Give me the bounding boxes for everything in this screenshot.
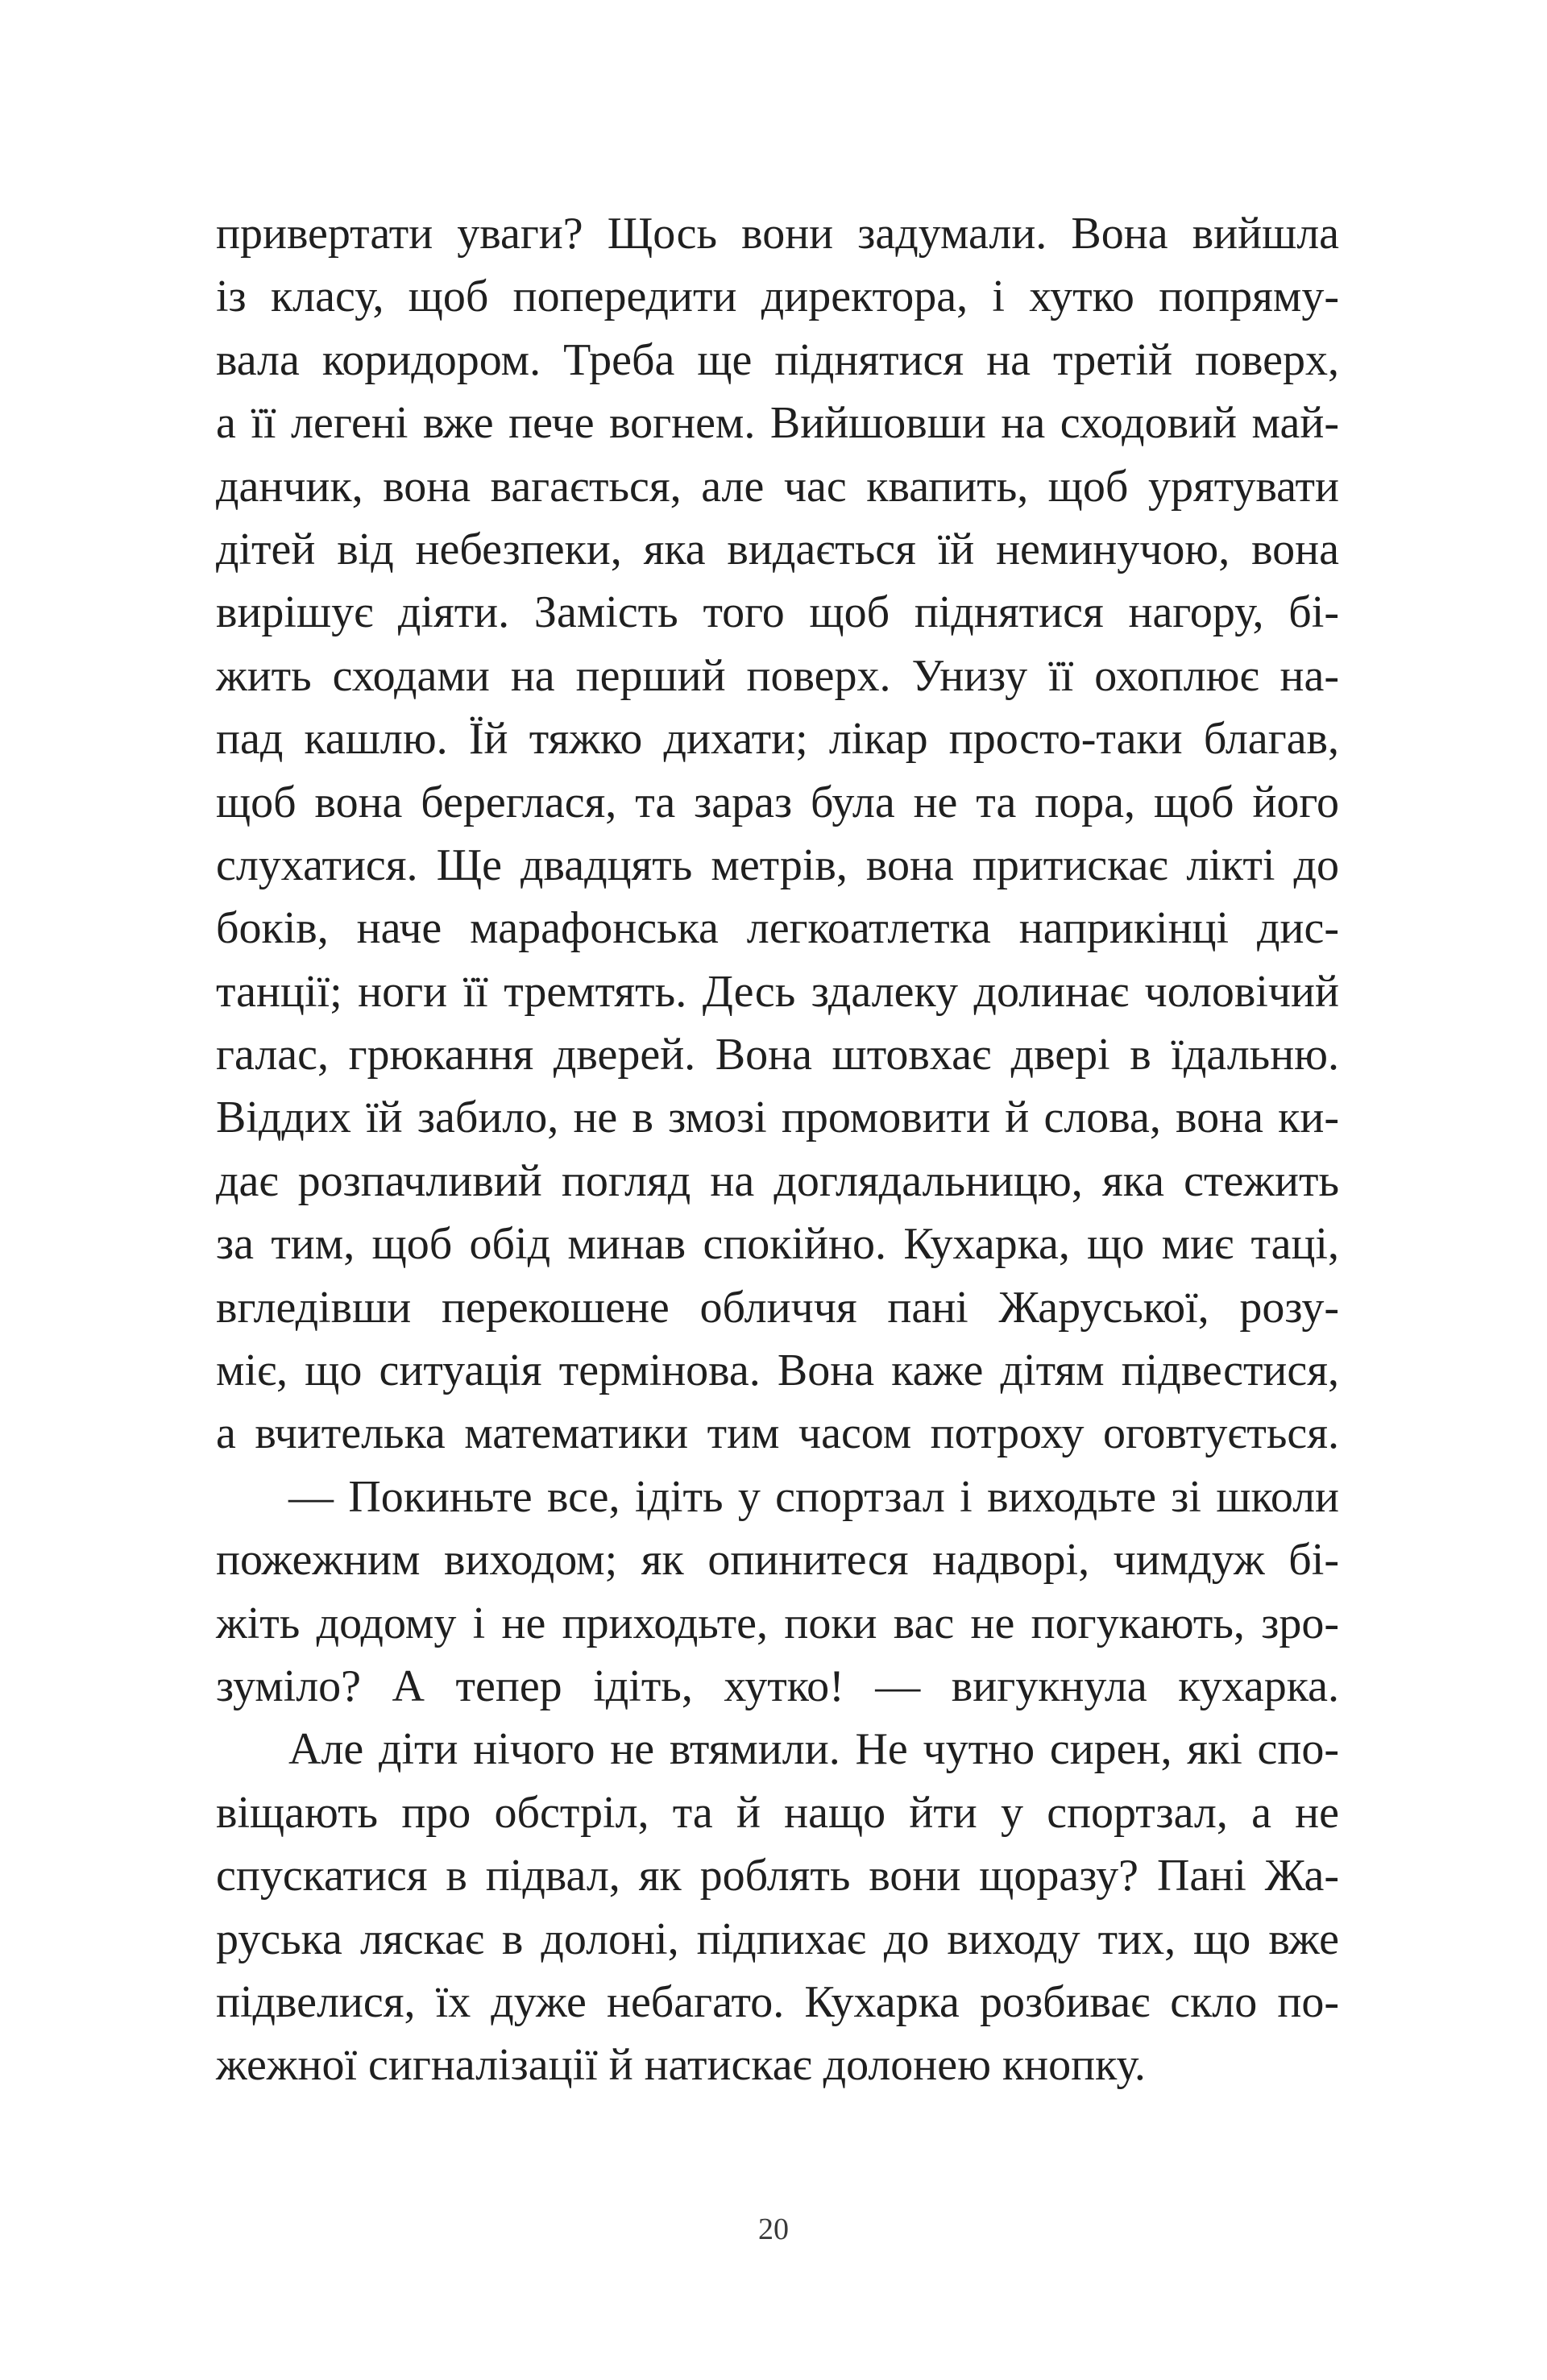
text-line: жіть додому і не приходьте, поки вас не погукають, зро- [216, 1598, 1339, 1648]
text-line: вала коридором. Треба ще піднятися на третій поверх, [216, 334, 1339, 385]
text-line: за тим, щоб обід минав спокійно. Кухарка, що миє таці, [216, 1219, 1339, 1270]
text-line: слухатися. Ще двадцять метрів, вона притискає лікті до [216, 840, 1339, 890]
text-line: вгледівши перекошене обличчя пані Жаруської, розу- [216, 1282, 1339, 1333]
text-line: вирішує діяти. Замість того щоб піднятися нагору, бі- [216, 587, 1339, 638]
text-line: віщають про обстріл, та й нащо йти у спортзал, а не [216, 1787, 1339, 1838]
text-line: підвелися, їх дуже небагато. Кухарка розбиває скло по- [216, 1976, 1339, 2027]
text-line: привертати уваги? Щось вони задумали. Вона вийшла [216, 209, 1339, 259]
text-line: міє, що ситуація термінова. Вона каже дітям підвестися, [216, 1345, 1339, 1396]
text-line: щоб вона береглася, та зараз була не та пора, щоб його [216, 777, 1339, 827]
text-line: жить сходами на перший поверх. Унизу її охоплює на- [216, 650, 1339, 701]
text-line: руська ляскає в долоні, підпихає до виходу тих, що вже [216, 1914, 1339, 1964]
text-line: Віддих їй забило, не в змозі промовити й слова, вона ки- [216, 1093, 1339, 1143]
text-line: пожежним виходом; як опинитеся надворі, чимдуж бі- [216, 1535, 1339, 1586]
text-line: галас, грюкання дверей. Вона штовхає двері в їдальню. [216, 1030, 1339, 1080]
text-line: — Покиньте все, ідіть у спортзал і виходьте зі школи [288, 1471, 1339, 1522]
text-line: дітей від небезпеки, яка видається їй неминучою, вона [216, 524, 1339, 574]
text-line: дає розпачливий погляд на доглядальницю, яка стежить [216, 1155, 1339, 1206]
page-number: 20 [758, 2212, 789, 2246]
text-line: а вчителька математики тим часом потроху оговтується. [216, 1408, 1339, 1459]
body-text [216, 202, 1339, 2097]
text-line: спускатися в підвал, як роблять вони щоразу? Пані Жа- [216, 1851, 1339, 1901]
text-line: із класу, щоб попередити директора, і хутко попряму- [216, 272, 1339, 322]
text-line: боків, наче марафонська легкоатлетка наприкінці дис- [216, 903, 1339, 954]
text-line: зуміло? А тепер ідіть, хутко! — вигукнула кухарка. [216, 1661, 1339, 1711]
text-line: Але діти нічого не втямили. Не чутно сирен, які спо- [288, 1724, 1339, 1775]
text-line: танції; ноги її тремтять. Десь здалеку долинає чоловічий [216, 966, 1339, 1017]
text-line: данчик, вона вагається, але час квапить, щоб урятувати [216, 461, 1339, 512]
text-line: пад кашлю. Їй тяжко дихати; лікар просто-таки благав, [216, 714, 1339, 765]
text-line: а її легені вже пече вогнем. Вийшовши на сходовий май- [216, 398, 1339, 449]
text-line: жежної сигналізації й натискає долонею кнопку. [216, 2040, 1146, 2091]
